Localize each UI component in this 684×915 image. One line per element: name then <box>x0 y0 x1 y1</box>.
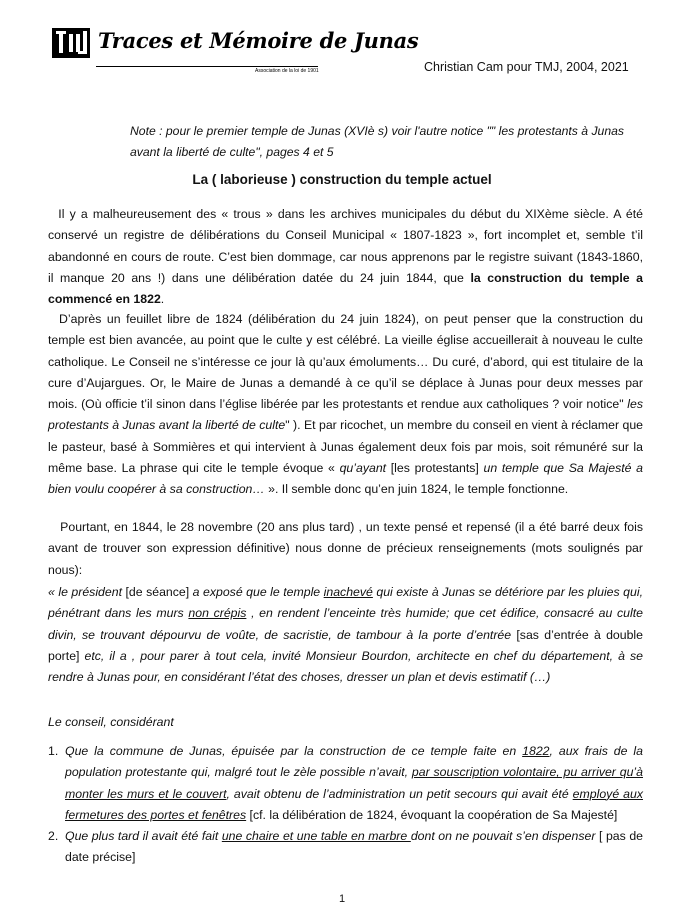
quotation: « le président [de séance] a exposé que le temple inachevé qui existe à Junas se détériore par les pluies qui, pénétrant dans les murs non crépis , en rendent l’enceinte très humide; que cet édifice, consacré au culte divin, se trouvant dépourvu de voûte, de sacristie, de tambour à la porte d’entrée [sas d’entrée à double porte] etc, il a , pour parer à tout cela, invité Monsieur Bourdon, architecte en chef du département, à se rendre à Junas pour, en considérant l’état des choses, dresser un plan et devis estimatif (…) <box>48 585 643 685</box>
logo-title: Traces et Mémoire de Junas <box>98 28 419 53</box>
paragraph-2: D’après un feuillet libre de 1824 (délibération du 24 juin 1824), on peut penser que la construction du temple est bien avancée, au point que le culte y est célébré. La vieille église accueillerait à nouveau le culte catholique. Le Conseil ne s’intéresse ce jour là qu’aux émoluments… Du curé, d’abord, qui est titulaire de la cure d’Aujargues. Or, le Maire de Junas a demandé à ce qu’il se déplace à Junas pour deux messes par mois. (Où officie t’il sinon dans l’église libérée par les protestants et rendue aux catholiques ? voir notice" les protestants à Junas avant la liberté de culte" ). Et par ricochet, un membre du conseil en vient à réclamer que le pasteur, basé à Sommières et qui intervient à Junas également deux fois par mois, soit rémunéré sur la même base. La phrase qui cite le temple évoque « qu’ayant [les protestants] un temple que Sa Majesté a bien voulu coopérer à sa construction… ». Il semble donc qu’en juin 1824, le temple fonctionne. <box>48 312 644 497</box>
page-number: 1 <box>338 893 346 905</box>
paragraph-3: Pourtant, en 1844, le 28 novembre (20 ans plus tard) , un texte pensé et repensé (il a été barré deux fois avant de trouver son expression définitive) nous donne de précieux renseignements (mots soulignés par nous): <box>48 520 644 577</box>
logo-subtitle: Association de la loi de 1901 <box>255 68 319 74</box>
author-line: Christian Cam pour TMJ, 2004, 2021 <box>424 60 629 74</box>
logo <box>50 22 419 74</box>
logo-rule <box>96 66 318 67</box>
list-item: 2. Que plus tard il avait été fait une chaire et une table en marbre dont on ne pouvait s’en dispenser [ pas de date précise] <box>48 829 644 865</box>
note: Note : pour le premier temple de Junas (XVIè s) voir l'autre notice "" les protestants à Junas avant la liberté de culte", pages 4 et 5 <box>130 124 624 159</box>
considerant-list <box>48 741 643 869</box>
page-title: La ( laborieuse ) construction du temple actuel <box>192 172 492 187</box>
list-item: 1. Que la commune de Junas, épuisée par la construction de ce temple faite en 1822, aux frais de la population protestante qui, malgré tout le zèle possible n’avait, par souscription volontaire, pu arriver qu’à monter les murs et le couvert, avait obtenu de l’administration un petit secours qui avait été employé aux fermetures des portes et fenêtres [cf. la délibération de 1824, évoquant la coopération de Sa Majesté] <box>48 744 643 822</box>
paragraph-1: Il y a malheureusement des « trous » dans les archives municipales du début du XIXème siècle. A été conservé un registre de délibérations du Conseil Municipal « 1807-1823 », fort incomplet et, semble t’il abandonné en cours de route. C’est bien dommage, car nous apprenons par le registre suivant (1843-1860, il manque 20 ans !) dans une délibération datée du 24 juin 1844, que la construction du temple a commencé en 1822. <box>48 207 644 307</box>
considerant-heading: Le conseil, considérant <box>48 715 174 729</box>
tmj-logo-icon <box>50 22 92 64</box>
